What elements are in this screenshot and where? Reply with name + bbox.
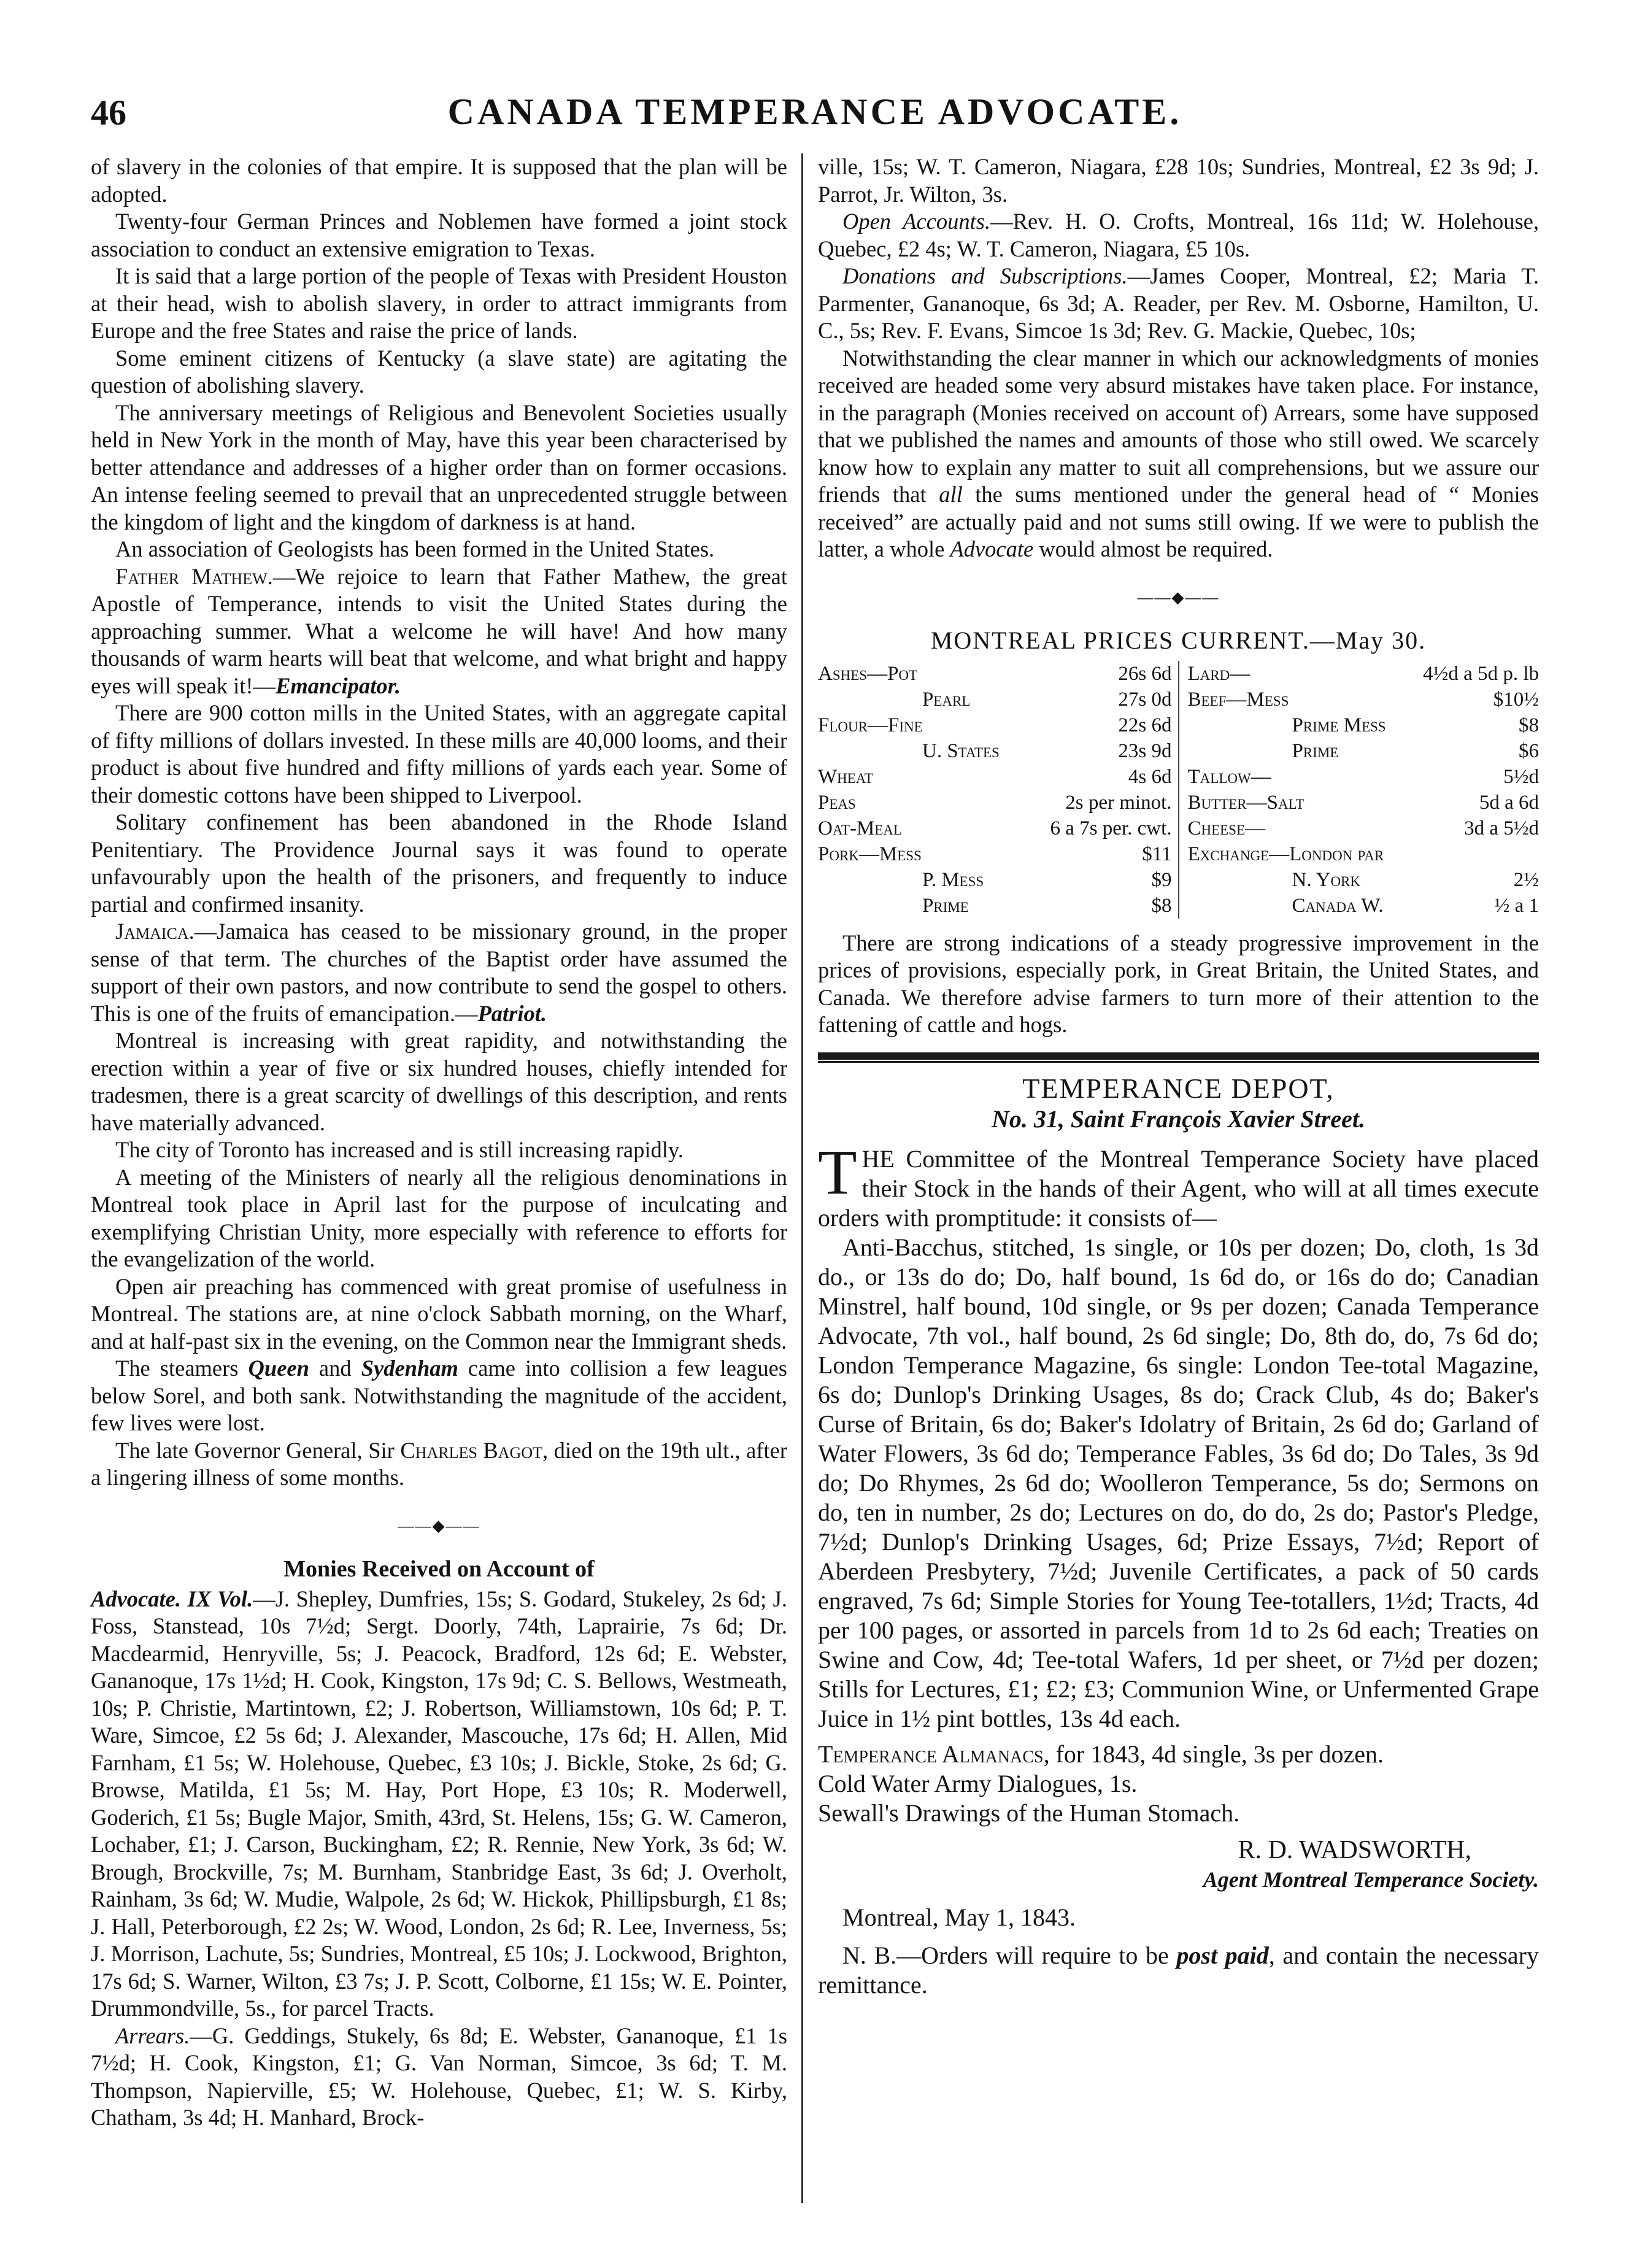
dateline: Montreal, May 1, 1843.: [842, 1903, 1076, 1931]
price-cell: [818, 661, 1179, 687]
left-column: [91, 153, 787, 2132]
price-commodity: Prime Mess: [1292, 714, 1386, 736]
paragraph: [91, 918, 787, 1027]
price-value: 2s per minot.: [1065, 791, 1172, 814]
monies-label: Advocate.: [91, 1586, 181, 1611]
price-commodity: Pork—Mess: [818, 843, 922, 865]
arrears-text: —G. Geddings, Stukely, 6s 8d; E. Webster, Gananoque, £1 1s 7½d; H. Cook, Kingston, £1; G. Van Norman, Simcoe, 3s 6d; T. M. Thompson, Napierville, £5; W. Holehouse, Quebec, £1; W. S. Kirby, Chatham, 3s 4d; H. Manhard, Brock-: [91, 2023, 787, 2130]
price-row: [818, 764, 1539, 790]
price-value: 23s 9d: [1118, 739, 1172, 762]
emphasis: post paid: [1176, 1941, 1269, 1969]
donations: [818, 263, 1539, 345]
text-run: the sums mentioned under the general head of “ Monies received” are actually paid and not sums still owing. If we were to publish the latter, a whole: [818, 482, 1539, 561]
section-rule-thin: [818, 1061, 1539, 1063]
text-run: would almost be required.: [1033, 536, 1273, 561]
price-commodity: Prime: [1292, 739, 1339, 762]
price-cell: [818, 764, 1179, 790]
page-number: 46: [91, 93, 126, 133]
price-value: 4s 6d: [1128, 765, 1172, 788]
ornament-divider: ——◆——: [1137, 588, 1220, 606]
price-value: 4½d a 5d p. lb: [1423, 662, 1539, 685]
price-cell: [1179, 764, 1540, 790]
price-cell: [1179, 790, 1540, 816]
price-commodity: Lard—: [1187, 662, 1251, 685]
price-cell: [1179, 893, 1540, 919]
text-run: Notwithstanding the clear manner in which our acknowledgments of monies received are headed some very absurd mistakes have taken place. For instance, in the paragraph (Monies received on account of) Arrears, some have supposed that we published the names and amounts of those who still owed. We scarcely know how to explain any matter to suit all comprehensions, but we assure our friends that: [818, 345, 1539, 507]
price-commodity: Cheese—: [1187, 817, 1266, 839]
paragraph: [91, 563, 787, 700]
emphasis: all: [939, 482, 963, 507]
price-commodity: Canada W.: [1292, 894, 1384, 917]
open-accounts: [818, 208, 1539, 263]
paragraph: Montreal is increasing with great rapidity, and notwithstanding the erection within a year of five or six hundred houses, chiefly intended for tradesmen, there is a great scarcity of dwellings of this description, and rents have materially advanced.: [91, 1028, 787, 1135]
paragraph: of slavery in the colonies of that empire. It is supposed that the plan will be adopted.: [91, 154, 787, 207]
price-row: [818, 893, 1539, 919]
person-name: Charles Bagot: [400, 1437, 542, 1463]
price-cell: [818, 790, 1179, 816]
depot-stock-list: Anti-Bacchus, stitched, 1s single, or 10s per dozen; Do, cloth, 1s 3d do., or 13s do do; Do, half bound, 1s 6d do, or 16s do do; Canadian Minstrel, half bound, 10d single, or 9s per dozen; Canada Temperance Advocate, 7th vol., half bound, 2s 6d single; Do, 8th do, do, 7s 6d do; London Temperance Magazine, 6s single: London Tee-total Magazine, 6s do; Dunlop's Drinking Usages, 8s do; Crack Club, 4s do; Baker's Curse of Britain, 6s do; Baker's Idolatry of Britain, 2s 6d do; Garland of Water Flowers, 3s 6d do; Temperance Fables, 3s 6d do; Do Tales, 3s 9d do; Do Rhymes, 2s 6d do; Woolleron Temperance, 5s do; Sermons on do, ten in number, 2s do; Lectures on do, do do, 2s do; Pastor's Pledge, 7½d; Dunlop's Drinking Usages, 6d; Prize Essays, 7½d; Report of Aberdeen Presbytery, 7½d; Juvenile Certificates, a pack of 50 cards engraved, 7s 6d; Simple Stories for Young Tee-totallers, 1½d; Tracts, 4d per 100 pages, or assorted in parcels from 1d to 2s 6d each; Treaties on Swine and Cow, 4d; Tee-total Wafers, 1d per sheet, or 7½d per dozen; Stills for Lectures, £1; £2; £3; Communion Wine, or Unfermented Grape Juice in 1½ pint bottles, 13s 4d each.: [818, 1233, 1539, 1732]
emphasis: Advocate: [950, 536, 1034, 561]
price-value: 5½d: [1503, 765, 1539, 788]
price-cell: [818, 738, 1179, 764]
price-commodity: N. York: [1292, 868, 1360, 891]
price-value: ½ a 1: [1494, 894, 1539, 917]
price-commodity: Oat-Meal: [818, 817, 902, 839]
price-value: 27s 0d: [1118, 688, 1172, 711]
price-cell: [1179, 712, 1540, 738]
price-value: $10½: [1493, 688, 1539, 711]
price-value: 3d a 5½d: [1464, 817, 1539, 839]
item-lead: Father Mathew.: [115, 563, 273, 589]
price-cell: [818, 712, 1179, 738]
price-cell: [1179, 867, 1540, 893]
price-cell: [818, 867, 1179, 893]
drop-cap: T: [818, 1136, 857, 1208]
arrears-label: Arrears.: [115, 2023, 190, 2048]
paragraph: The anniversary meetings of Religious and Benevolent Societies usually held in New York in the month of May, have this year been characterised by better attendance and addresses of a higher order than on former occasions. An intense feeling seemed to prevail that an unprecedented struggle between the kingdom of light and the kingdom of darkness is at hand.: [91, 399, 787, 534]
price-cell: [818, 893, 1179, 919]
prices-current-title: MONTREAL PRICES CURRENT.—May 30.: [930, 627, 1427, 654]
paragraph: Twenty-four German Princes and Noblemen have formed a joint stock association to conduct an extensive emigration to Texas.: [91, 209, 787, 261]
paragraph: Some eminent citizens of Kentucky (a slave state) are agitating the question of abolishing slavery.: [91, 345, 787, 398]
price-value: 6 a 7s per. cwt.: [1050, 817, 1172, 839]
price-row: [818, 841, 1539, 867]
price-row: [818, 687, 1539, 712]
price-cell: [1179, 738, 1540, 764]
price-value: $8: [1151, 894, 1172, 917]
open-accounts-text: —Rev. H. O. Crofts, Montreal, 16s 11d; W. Holehouse, Quebec, £2 4s; W. T. Cameron, Niagara, £5 10s.: [818, 209, 1539, 261]
almanacs-label: Temperance Almanacs,: [818, 1740, 1050, 1768]
depot-title: TEMPERANCE DEPOT,: [1022, 1072, 1335, 1104]
prices-current-table: [818, 661, 1539, 919]
item-source: Emancipator.: [276, 673, 401, 698]
depot-dialogues: Cold Water Army Dialogues, 1s.: [818, 1769, 1138, 1797]
item-lead: Jamaica.: [115, 919, 195, 944]
monies-heading: Monies Received on Account of: [283, 1556, 595, 1582]
depot-drawings: Sewall's Drawings of the Human Stomach.: [818, 1799, 1240, 1827]
text-run: The steamers: [115, 1356, 249, 1381]
paragraph: Solitary confinement has been abandoned in the Rhode Island Penitentiary. The Providence Journal says it was found to operate unfavourably upon the health of the prisoners, and frequently to induce partial and confirmed insanity.: [91, 809, 787, 917]
almanacs-text: for 1843, 4d single, 3s per dozen.: [1049, 1740, 1384, 1768]
price-row: [818, 816, 1539, 841]
volume-label: IX Vol.: [187, 1586, 253, 1611]
depot-advertisement: [818, 1136, 1540, 2000]
text-run: came into collision a few leagues below Sorel, and both sank. Notwithstanding the magnitude of the accident, few lives were lost.: [91, 1356, 787, 1435]
monies-continued: ville, 15s; W. T. Cameron, Niagara, £28 10s; Sundries, Montreal, £2 3s 9d; J. Parrot, Jr. Wilton, 3s.: [818, 154, 1539, 207]
ship-name: Queen: [248, 1356, 309, 1381]
monies-text: —J. Shepley, Dumfries, 15s; S. Godard, Stukeley, 2s 6d; J. Foss, Stanstead, 10s 7½d; Sergt. Doorly, 74th, Laprairie, 7s 6d; Dr. Macdearmid, Henryville, 5s; J. Peacock, Bradford, 12s 6d; E. Webster, Gananoque, 17s 1½d; H. Cook, Kingston, 17s 9d; C. S. Bellows, Westmeath, 10s; P. Christie, Martintown, £2; J. Robertson, Williamstown, 10s 6d; P. T. Ware, Simcoe, £2 5s 6d; J. Alexander, Mascouche, 17s 6d; H. Allen, Mid Farnham, £1 5s; W. Holehouse, Quebec, £3 10s; J. Bickle, Stoke, 2s 6d; G. Browse, Matilda, £1 5s; M. Hay, Port Hope, £3 10s; R. Moderwell, Goderich, £1 5s; Bugle Major, Smith, 43rd, St. Helens, 15s; G. W. Cameron, Lochaber, £1; J. Carson, Buckingham, £2; R. Rennie, New York, 3s 6d; W. Brough, Brockville, 7s; M. Burnham, Stanbridge East, 3s 6d; J. Overholt, Rainham, 3s 6d; W. Mudie, Walpole, 2s 6d; W. Hickok, Phillipsburgh, £1 8s; J. Hall, Peterborough, £2 2s; W. Wood, London, 2s 6d; R. Lee, Inverness, 5s; J. Morrison, Lachute, 5s; Sundries, Montreal, £5 10s; J. Lockwood, Brighton, 17s 6d; S. Warner, Wilton, £3 7s; J. P. Scott, Colborne, £1 15s; W. E. Pointer, Drummondville, 5s., for parcel Tracts.: [91, 1586, 787, 2021]
column-rule: [801, 153, 803, 2203]
open-accounts-label: Open Accounts.: [842, 209, 991, 234]
acknowledgment-note: [818, 345, 1539, 563]
ship-name: Sydenham: [361, 1356, 458, 1381]
price-commodity: Ashes—Pot: [818, 662, 918, 685]
signature-name: R. D. WADSWORTH,: [1238, 1835, 1471, 1864]
paragraph: Open air preaching has commenced with great promise of usefulness in Montreal. The stations are, at nine o'clock Sabbath morning, on the Wharf, and at half-past six in the evening, on the Common near the Immigrant sheds.: [91, 1273, 787, 1354]
item-source: Patriot.: [477, 1000, 547, 1026]
paragraph: An association of Geologists has been formed in the United States.: [115, 536, 715, 561]
donations-text: —James Cooper, Montreal, £2; Maria T. Parmenter, Gananoque, 6s 3d; A. Reader, per Rev. M. Osborne, Hamilton, U. C., 5s; Rev. F. Evans, Simcoe 1s 3d; Rev. G. Mackie, Quebec, 10s;: [818, 263, 1539, 343]
price-cell: [1179, 687, 1540, 712]
price-commodity: Peas: [818, 791, 856, 814]
right-column: [818, 153, 1539, 2000]
paragraph: It is said that a large portion of the people of Texas with President Houston at their head, wish to abolish slavery, in order to attract immigrants from Europe and the free States and raise the price of lands.: [91, 263, 787, 343]
price-commodity: Flour—Fine: [818, 714, 923, 736]
depot-almanacs: [818, 1740, 1539, 1769]
price-row: [818, 867, 1539, 893]
depot-intro-text: HE Committee of the Montreal Temperance Society have placed their Stock in the hands of their Agent, who will at all times execute orders with promptitude: it consists of—: [818, 1144, 1539, 1232]
text-run: The late Governor General, Sir: [115, 1437, 401, 1463]
price-commodity: Beef—Mess: [1187, 688, 1289, 711]
price-cell: [1179, 661, 1540, 687]
price-cell: [818, 816, 1179, 841]
text-run: , died on the 19th ult., after a lingering illness of some months.: [91, 1437, 787, 1490]
price-value: 5d a 6d: [1479, 791, 1539, 814]
price-commodity: P. Mess: [922, 868, 984, 891]
paragraph: [91, 1355, 787, 1437]
price-value: 2½: [1513, 868, 1539, 891]
price-value: $8: [1519, 714, 1539, 736]
running-title: CANADA TEMPERANCE ADVOCATE.: [447, 91, 1182, 132]
price-value: 22s 6d: [1118, 714, 1172, 736]
paragraph: There are 900 cotton mills in the United States, with an aggregate capital of fifty millions of dollars invested. In these mills are 40,000 looms, and their product is about five hundred and fifty millions of yards each year. Some of their domestic cottons have been shipped to Liverpool.: [91, 700, 787, 808]
donations-label: Donations and Subscriptions.: [842, 263, 1128, 288]
price-cell: [1179, 841, 1540, 867]
section-rule: [818, 1052, 1539, 1060]
arrears-list: [91, 2023, 787, 2132]
price-value: $9: [1151, 868, 1172, 891]
price-commodity: Tallow—: [1187, 765, 1271, 788]
paragraph: A meeting of the Ministers of nearly all the religious denominations in Montreal took place in April last for the purpose of inculcating and exemplifying Christian Unity, more especially with reference to efforts for the evangelization of the world.: [91, 1164, 787, 1271]
price-commodity: Exchange—London par: [1187, 843, 1384, 865]
price-commodity: Prime: [922, 894, 969, 917]
price-row: [818, 661, 1539, 687]
nota-bene: [818, 1941, 1539, 2000]
price-commodity: Butter—Salt: [1187, 791, 1305, 814]
price-value: $6: [1519, 739, 1539, 762]
price-cell: [818, 841, 1179, 867]
price-commodity: Pearl: [922, 688, 971, 711]
price-row: [818, 790, 1539, 816]
price-value: 26s 6d: [1118, 662, 1172, 685]
depot-address: No. 31, Saint François Xavier Street.: [992, 1105, 1365, 1133]
price-commodity: Wheat: [818, 765, 873, 788]
signature-title: Agent Montreal Temperance Society.: [1203, 1867, 1539, 1892]
item-body: —Jamaica has ceased to be missionary ground, in the proper sense of that term. The churches of the Baptist order have assumed the support of their own pastors, and now contribute to send the gospel to others. This is one of the fruits of emancipation.—: [91, 919, 787, 1026]
price-row: [818, 712, 1539, 738]
monies-received-list: [91, 1586, 787, 2023]
text-run: N. B.—Orders will require to be: [842, 1941, 1177, 1969]
price-value: $11: [1142, 843, 1172, 865]
text-run: , and contain the necessary remittance.: [818, 1941, 1540, 1999]
page-header: [91, 86, 1539, 141]
item-body: —We rejoice to learn that Father Mathew, the great Apostle of Temperance, intends to visit the United States during the approaching summer. What a welcome he will have! And how many thousands of warm hearts will beat that welcome, and what bright and happy eyes will speak it!—: [91, 563, 787, 698]
paragraph: [91, 1437, 787, 1492]
ornament-divider: ——◆——: [398, 1516, 480, 1535]
price-cell: [818, 687, 1179, 712]
price-row: [818, 738, 1539, 764]
paragraph: The city of Toronto has increased and is still increasing rapidly.: [115, 1137, 684, 1162]
prices-note: There are strong indications of a steady progressive improvement in the prices of provisions, especially pork, in Great Britain, the United States, and Canada. We therefore advise farmers to turn more of their attention to the fattening of cattle and hogs.: [818, 930, 1539, 1037]
text-run: and: [309, 1356, 361, 1381]
newspaper-page: [91, 86, 1539, 2209]
price-cell: [1179, 816, 1540, 841]
price-commodity: U. States: [922, 739, 1000, 762]
depot-intro: [818, 1136, 1539, 1233]
